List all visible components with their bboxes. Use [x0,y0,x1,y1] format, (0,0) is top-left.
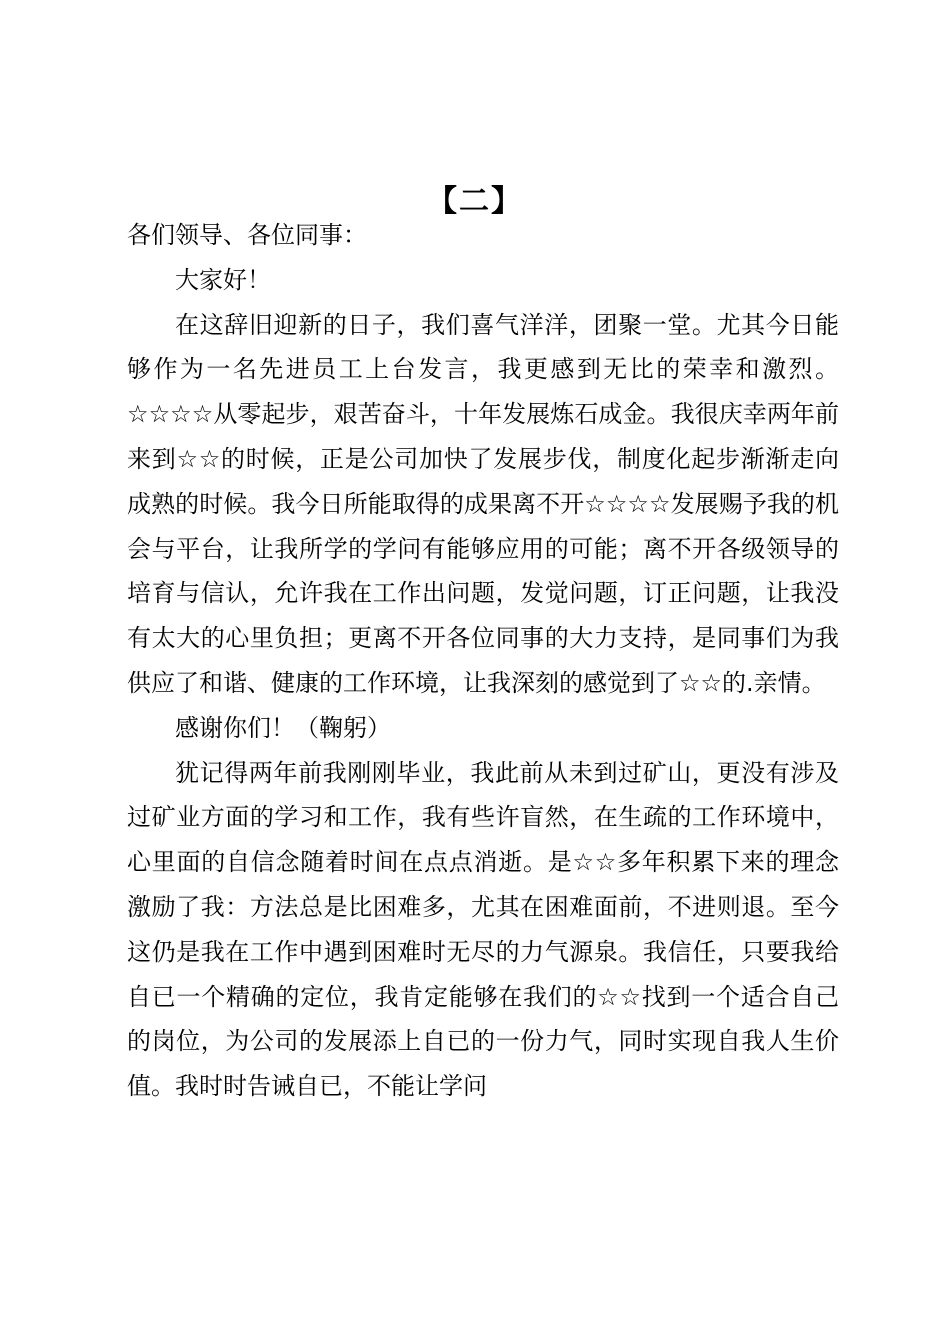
paragraph-experience: 犹记得两年前我刚刚毕业，我此前从未到过矿山，更没有涉及过矿业方面的学习和工作，我有些许盲然，在生疏的工作环境中，心里面的自信念随着时间在点点消逝。是☆☆多年积累下来的理念激励了我：方法总是比困难多，尤其在困难面前，不进则退。至今这仍是我在工作中遇到困难时无尽的力气源泉。我信任，只要我给自已一个精确的定位，我肯定能够在我们的☆☆找到一个适合自己的岗位，为公司的发展添上自已的一份力气，同时实现自我人生价值。我时时告诫自已，不能让学问 [127,758,839,1101]
salutation: 各们领导、各位同事： [127,221,367,249]
paragraph-greeting: 大家好！ [175,265,271,294]
paragraph-gratitude: 在这辞旧迎新的日子，我们喜气洋洋，团聚一堂。尤其今日能够作为一名先进员工上台发言，我更感到无比的荣幸和激烈。☆☆☆☆从零起步，艰苦奋斗，十年发展炼石成金。我很庆幸两年前来到☆☆的时候，正是公司加快了发展步伐，制度化起步渐渐走向成熟的时候。我今日所能取得的成果离不开☆☆☆☆发展赐予我的机会与平台，让我所学的学问有能够应用的可能；离不开各级领导的培育与信认，允许我在工作出问题，发觉问题，订正问题，让我没有太大的心里负担；更离不开各位同事的大力支持，是同事们为我供应了和谐、健康的工作环境，让我深刻的感觉到了☆☆的.亲情。 [127,310,839,697]
document-body [127,213,839,1109]
paragraph-thanks: 感谢你们！（鞠躬） [175,713,391,742]
page-title: 【二】 [427,184,523,219]
